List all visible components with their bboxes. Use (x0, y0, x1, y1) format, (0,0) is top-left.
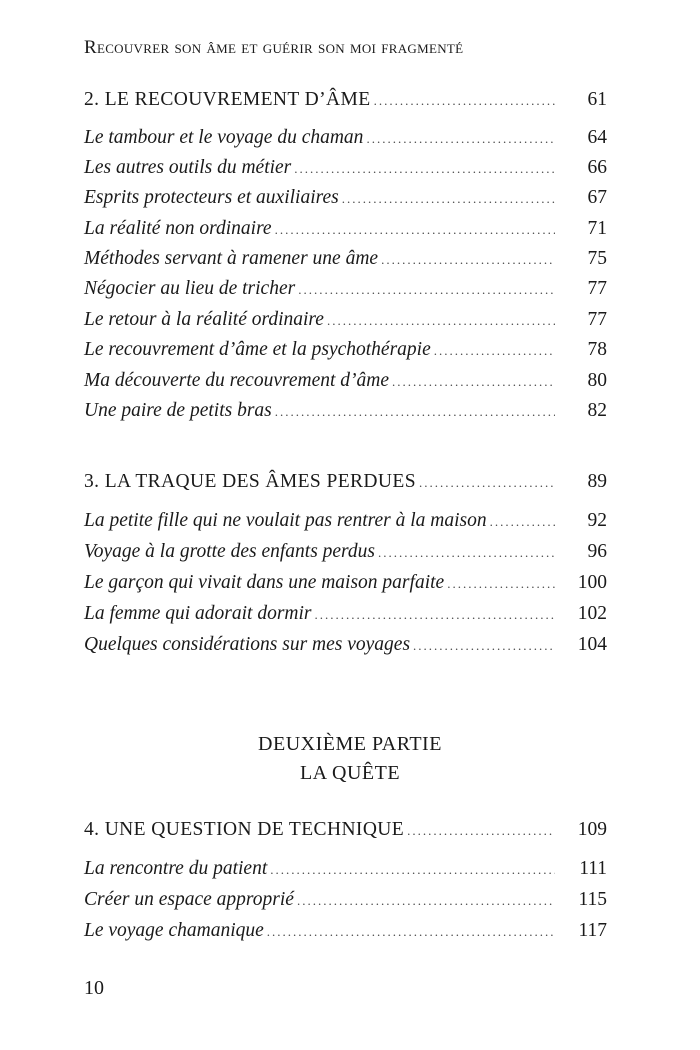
dot-leader (419, 469, 555, 497)
entry-title: Ma découverte du recouvrement d’âme (84, 370, 390, 391)
toc-entry (84, 245, 607, 273)
dot-leader (275, 216, 555, 244)
dot-leader (407, 817, 555, 845)
toc-entry (84, 306, 607, 334)
folio-page-number: 10 (84, 977, 104, 999)
dot-leader (342, 185, 555, 213)
entry-title: Esprits protecteurs et auxiliaires (84, 187, 339, 208)
dot-leader (374, 87, 555, 115)
page-number: 80 (587, 370, 607, 391)
dot-leader (413, 632, 555, 660)
toc-chapter (84, 468, 607, 496)
entry-title: La femme qui adorait dormir (84, 603, 312, 624)
dot-leader (327, 307, 555, 335)
page-number: 117 (578, 920, 607, 941)
page-number: 64 (587, 127, 607, 148)
entry-title: Le tambour et le voyage du chaman (84, 127, 364, 148)
entry-title: La réalité non ordinaire (84, 218, 272, 239)
toc-entry (84, 275, 607, 303)
page-number: 104 (577, 634, 607, 655)
part-title: LA QUÊTE (299, 762, 401, 784)
chapter-title: 2. LE RECOUVREMENT D’ÂME (84, 89, 371, 110)
toc-entry (84, 917, 607, 945)
toc-entry (84, 215, 607, 243)
part-heading-line: DEUXIÈME PARTIE (258, 733, 442, 755)
dot-leader (297, 887, 555, 915)
dot-leader (392, 368, 555, 396)
page-number: 111 (579, 858, 607, 879)
toc-entry (84, 631, 607, 659)
dot-leader (294, 155, 555, 183)
chapter-title: 4. UNE QUESTION DE TECHNIQUE (84, 819, 405, 840)
page-number: 102 (577, 603, 607, 624)
entry-title: Une paire de petits bras (84, 400, 272, 421)
page-number: 77 (587, 309, 607, 330)
page-number: 67 (587, 187, 607, 208)
page-number: 96 (587, 541, 607, 562)
dot-leader (490, 508, 555, 536)
dot-leader (270, 856, 555, 884)
entry-title: Méthodes servant à ramener une âme (84, 248, 379, 269)
page-number: 66 (587, 157, 607, 178)
entry-title: Le recouvrement d’âme et la psychothérapie (84, 339, 431, 360)
dot-leader (447, 570, 555, 598)
dot-leader (315, 601, 555, 629)
dot-leader (434, 337, 555, 365)
dot-leader (378, 539, 555, 567)
dot-leader (366, 125, 555, 153)
toc-entry (84, 184, 607, 212)
page-number: 92 (587, 510, 607, 531)
dot-leader (275, 398, 555, 426)
toc-entry (84, 600, 607, 628)
toc-entry (84, 154, 607, 182)
page-number: 89 (587, 471, 607, 492)
toc-entry (84, 124, 607, 152)
page-number: 78 (587, 339, 607, 360)
entry-title: Voyage à la grotte des enfants perdus (84, 541, 376, 562)
entry-title: Le garçon qui vivait dans une maison parfaite (84, 572, 445, 593)
entry-title: Quelques considérations sur mes voyages (84, 634, 411, 655)
toc-entry (84, 855, 607, 883)
toc-entry (84, 367, 607, 395)
page-number: 100 (577, 572, 607, 593)
toc-entry (84, 538, 607, 566)
toc-entry (84, 886, 607, 914)
entry-title: Créer un espace approprié (84, 889, 294, 910)
running-head: Recouvrer son âme et guérir son moi fragmenté (84, 37, 464, 58)
page-number: 77 (587, 278, 607, 299)
page-number: 82 (587, 400, 607, 421)
page-number: 75 (587, 248, 607, 269)
dot-leader (267, 918, 555, 946)
entry-title: Les autres outils du métier (84, 157, 292, 178)
toc-entry (84, 569, 607, 597)
entry-title: Le retour à la réalité ordinaire (84, 309, 324, 330)
page-number: 61 (587, 89, 607, 110)
toc-entry (84, 336, 607, 364)
entry-title: La petite fille qui ne voulait pas rentrer à la maison (84, 510, 487, 531)
page-number: 109 (577, 819, 607, 840)
page-number: 115 (578, 889, 607, 910)
toc-entry (84, 507, 607, 535)
toc-chapter (84, 86, 607, 114)
chapter-title: 3. LA TRAQUE DES ÂMES PERDUES (84, 471, 416, 492)
toc-entry (84, 397, 607, 425)
page-number: 71 (587, 218, 607, 239)
toc-chapter (84, 816, 607, 844)
entry-title: La rencontre du patient (84, 858, 268, 879)
dot-leader (298, 276, 555, 304)
dot-leader (381, 246, 555, 274)
entry-title: Négocier au lieu de tricher (84, 278, 296, 299)
entry-title: Le voyage chamanique (84, 920, 264, 941)
